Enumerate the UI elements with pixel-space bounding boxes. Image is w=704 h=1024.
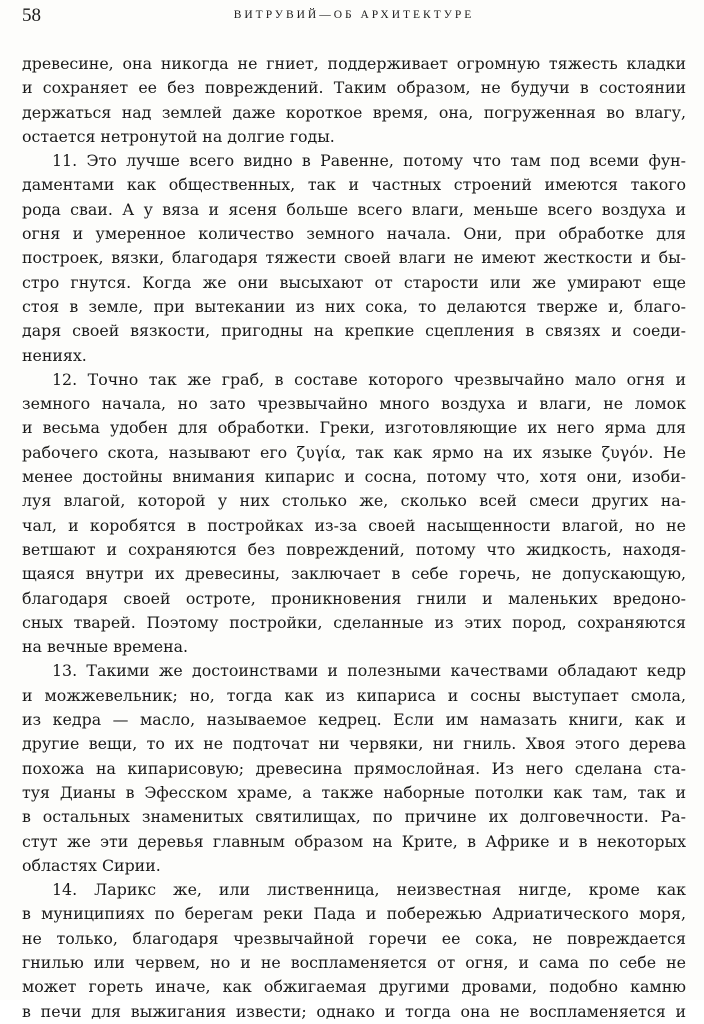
text-line: даря своей вязкости, пригодны на крепкие сцепления в связях и соеди- [22,321,686,341]
text-line: благодаря своей остроте, проникновения гнили и маленьких вредоно- [22,588,686,608]
text-line: чал, и коробятся в постройках из-за своей насыщенности влагой, но не [22,515,686,535]
text-line: туя Дианы в Эфесском храме, а также наборные потолки как там, так и [22,782,686,802]
text-line: 11. Это лучше всего видно в Равенне, потому что там под всеми фун- [52,151,686,171]
paragraph-continuation [22,52,686,149]
text-line: держаться над землей даже короткое время, она, погруженная во влагу, [22,102,686,122]
text-line: в печи для выжигания извести; однако и тогда она не воспламеняется и [22,1001,686,1021]
text-line: из кедра — масло, называемое кедрец. Если им намазать книги, как и [22,710,686,730]
text-line: и весьма удобен для обработки. Греки, изготовляющие их него ярма для [22,418,686,438]
text-line: земного начала, но зато чрезвычайно много воздуха и влаги, не ломок [22,394,686,414]
text-line: даментами как общественных, так и частных строений имеются такого [22,175,686,195]
page-number: 58 [22,5,41,26]
text-line: рода сваи. А у вяза и ясеня больше всего влаги, меньше всего воздуха и [22,199,686,219]
text-line: на вечные времена. [22,637,189,657]
paragraph-11 [22,149,686,368]
paragraph-14 [22,878,686,1024]
running-title: ВИТРУВИЙ—ОБ АРХИТЕКТУРЕ [233,9,475,21]
text-line: другие вещи, то их не подточат ни червяки, ни гниль. Хвоя этого дерева [22,734,686,754]
text-line: нениях. [22,345,87,365]
text-line: не только, благодаря чрезвычайной горечи ее сока, не повреждается [22,928,686,948]
text-line: 13. Такими же достоинствами и полезными качествами обладают кедр [52,661,686,681]
body-text [22,52,686,1024]
text-line: и сохраняет ее без повреждений. Таким образом, не будучи в состоянии [22,78,686,98]
text-line: стоя в земле, при вытекании из них сока, то делаются тверже и, благо- [22,296,686,316]
paragraph-12 [22,368,686,660]
page-header [22,5,686,29]
text-line: областях Сирии. [22,855,161,875]
text-line: стро гнутся. Когда же они высыхают от старости или же умирают еще [22,272,686,292]
text-line: рабочего скота, называют его ζυγία, так как ярмо на их языке ζυγόν. Не [22,442,686,462]
text-line: в остальных знаменитых святилищах, по причине их долговечности. Ра- [22,807,686,827]
text-line: щаяся внутри их древесины, заключает в себе горечь, не допускающую, [22,564,686,584]
text-line: луя влагой, которой у них столько же, сколько всей смеси других на- [22,491,686,511]
text-line: гнилью или червем, но и не воспламеняется от огня, и сама по себе не [22,952,686,972]
text-line: похожа на кипарисовую; древесина прямослойная. Из него сделана ста- [22,758,686,778]
text-line: сных тварей. Поэтому постройки, сделанные из этих пород, сохраняются [22,612,686,632]
text-line: ветшают и сохраняются без повреждений, потому что жидкость, находя- [22,539,686,559]
text-line: и можжевельник; но, тогда как из кипариса и сосны выступает смола, [22,685,686,705]
text-line: 14. Ларикс же, или лиственница, неизвестная нигде, кроме как [52,880,686,900]
text-line: стут же эти деревья главным образом на Крите, в Африке и в некоторых [22,831,686,851]
text-line: может гореть иначе, как обжигаемая другими дровами, подобно камню [22,977,686,997]
text-line: в муниципиях по берегам реки Пада и побережью Адриатического моря, [22,904,686,924]
text-line: древесине, она никогда не гниет, поддерживает огромную тяжесть кладки [22,54,686,73]
text-line: 12. Точно так же граб, в составе которого чрезвычайно мало огня и [52,369,686,389]
paragraph-13 [22,659,686,878]
text-line: остается нетронутой на долгие годы. [22,126,335,146]
text-line: построек, вязки, благодаря тяжести своей влаги не имеют жесткости и бы- [22,248,686,268]
text-line: менее достойны внимания кипарис и сосна, потому что, хотя они, изоби- [22,467,686,487]
text-line: огня и умеренное количество земного начала. Они, при обработке для [22,224,686,244]
